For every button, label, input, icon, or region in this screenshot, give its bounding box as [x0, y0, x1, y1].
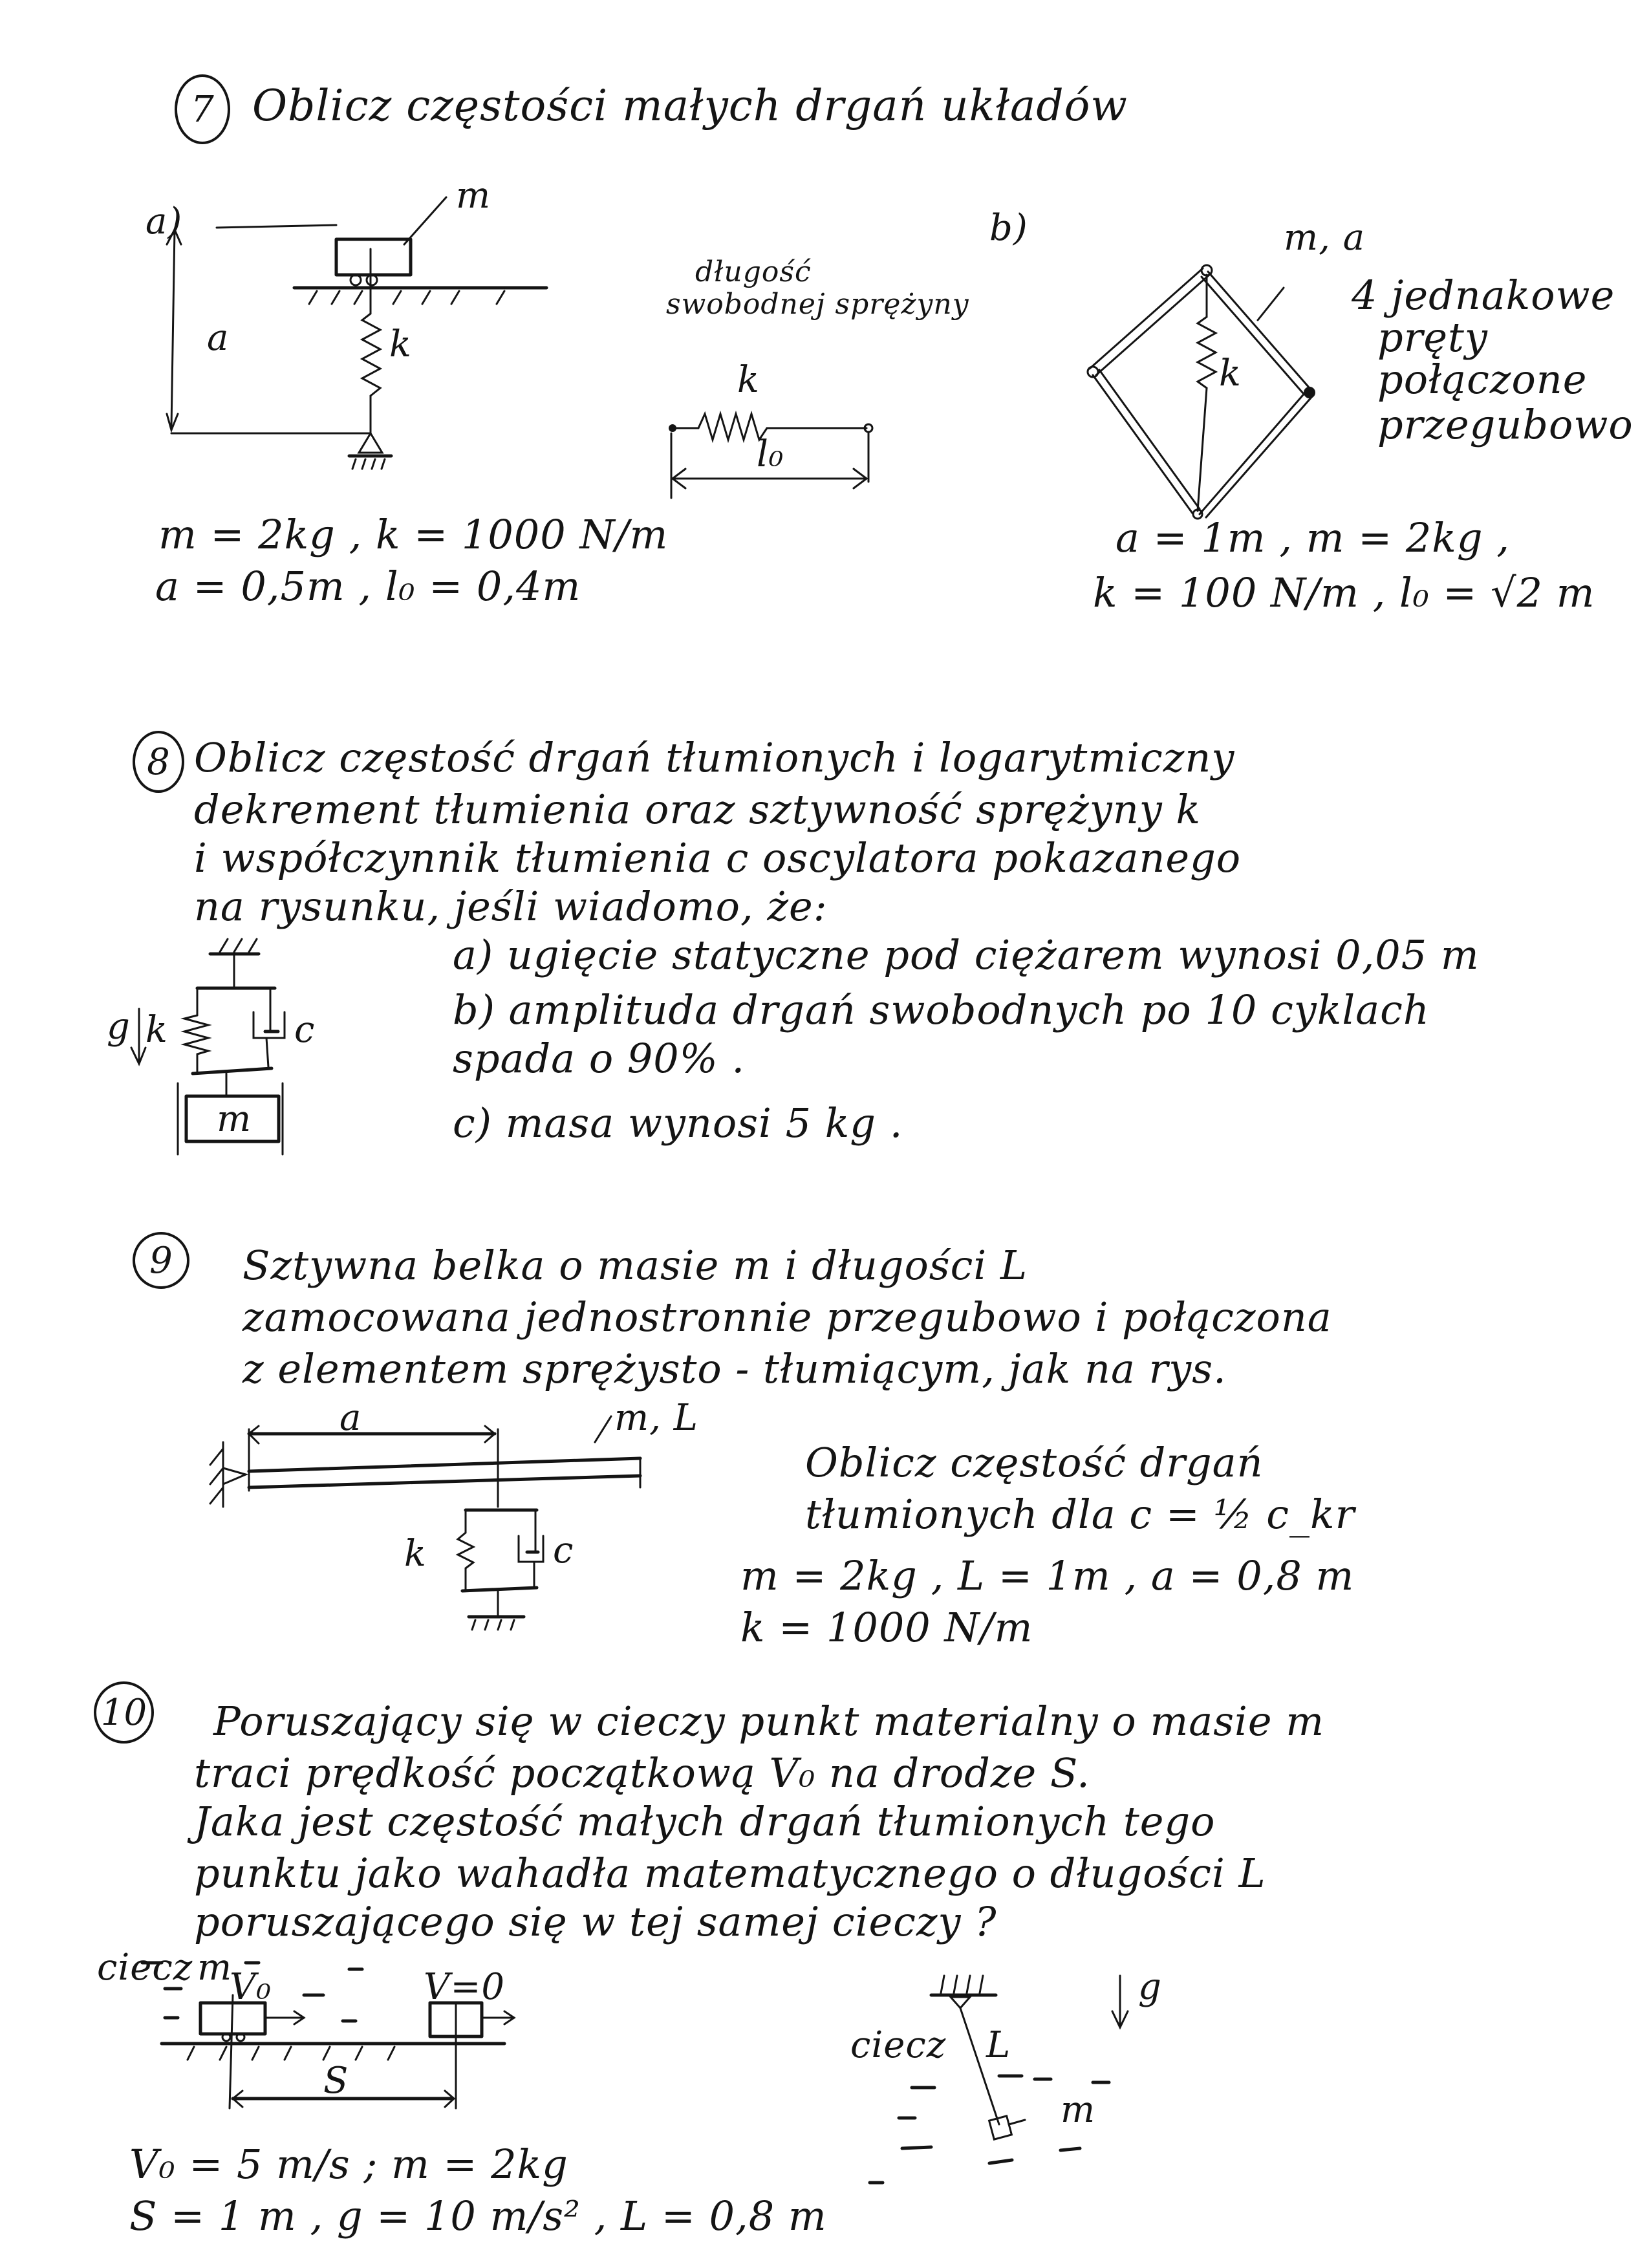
- problem-text-line-3: i współczynnik tłumienia c oscylatora pokazanego: [194, 834, 1242, 881]
- params-line-2: k = 1000 N/m: [740, 1604, 1033, 1651]
- problem-text-line-1: Poruszający się w cieczy punkt materialny o masie m: [213, 1698, 1325, 1745]
- problem-text-line-4: punktu jako wahadła matematycznego o długości L: [194, 1850, 1266, 1897]
- liquid-label-left: ciecz: [97, 1947, 193, 1989]
- condition-a: a) ugięcie statyczne pod ciężarem wynosi 0,05 m: [453, 931, 1480, 978]
- task-line-1: Oblicz częstość drgań: [805, 1439, 1264, 1486]
- problem-text-line-1: Sztywna belka o masie m i długości L: [242, 1242, 1028, 1289]
- params-line-2: S = 1 m , g = 10 m/s² , L = 0,8 m: [129, 2192, 827, 2240]
- free-spring-k: k: [737, 359, 760, 401]
- distance-label: S: [323, 2060, 349, 2102]
- diagram-10-pendulum: [870, 1976, 1128, 2183]
- rhombus-note-4: przegubowo: [1377, 401, 1633, 448]
- task-line-2: tłumionych dla c = ½ c_kr: [805, 1491, 1355, 1538]
- pendulum-mass-label: m: [1061, 2089, 1096, 2131]
- diagram-label-mass: m: [456, 175, 491, 217]
- problem-text-line-5: poruszającego się w tej samej cieczy ?: [194, 1898, 997, 1945]
- condition-b: b) amplituda drgań swobodnych po 10 cyklach: [453, 986, 1430, 1033]
- v0-label: V₀: [230, 1966, 272, 2008]
- gravity-label: g: [1138, 1966, 1162, 2008]
- diagram-9: [210, 1416, 640, 1630]
- rhombus-spring-k: k: [1219, 352, 1242, 394]
- mass-label: m: [217, 1098, 252, 1140]
- diagram-label-spring: k: [389, 323, 412, 365]
- problem-number: 9: [133, 1232, 189, 1289]
- problem-text-line-4: na rysunku, jeśli wiadomo, że:: [194, 883, 828, 930]
- free-spring-caption-2: swobodnej sprężyny: [666, 288, 969, 321]
- rhombus-note-3: połączone: [1377, 356, 1588, 403]
- gravity-label: g: [107, 1006, 131, 1048]
- problem-number: 7: [175, 74, 230, 144]
- diagram-label-distance: a: [207, 317, 230, 359]
- rhombus-note-2: pręty: [1377, 314, 1488, 361]
- distance-label: a: [339, 1397, 362, 1439]
- damper-label: c: [294, 1009, 316, 1051]
- free-spring-caption-1: długość: [695, 255, 812, 288]
- liquid-label-right: ciecz: [850, 2024, 947, 2066]
- problem-number: 8: [133, 731, 184, 793]
- problem-text-line-3: z elementem sprężysto - tłumiącym, jak na rys.: [242, 1345, 1227, 1392]
- problem-number: 10: [94, 1681, 154, 1744]
- length-label: L: [986, 2024, 1011, 2066]
- spring-label: k: [146, 1009, 168, 1051]
- part-label-b: b): [989, 207, 1028, 249]
- params-line-1: m = 2kg , k = 1000 N/m: [158, 511, 669, 558]
- problem-title: Oblicz częstości małych drgań układów: [252, 81, 1128, 131]
- params-b-line-2: k = 100 N/m , l₀ = √2 m: [1093, 569, 1595, 616]
- problem-text-line-2: zamocowana jednostronnie przegubowo i połączona: [242, 1293, 1332, 1341]
- rhombus-note-1: 4 jednakowe: [1352, 272, 1615, 319]
- free-spring-l0: l₀: [757, 433, 784, 475]
- damper-label: c: [553, 1529, 574, 1571]
- v-end-label: V=0: [424, 1966, 505, 2008]
- params-line-2: a = 0,5m , l₀ = 0,4m: [155, 563, 581, 610]
- spring-label: k: [404, 1533, 427, 1575]
- mass-label: m: [197, 1947, 233, 1989]
- problem-text-line-3: Jaka jest częstość małych drgań tłumionych tego: [194, 1798, 1216, 1845]
- problem-text-line-2: traci prędkość początkową V₀ na drodze S.: [194, 1749, 1090, 1797]
- condition-b-cont: spada o 90% .: [453, 1035, 746, 1082]
- diagram-7b-rhombus: [1088, 265, 1315, 519]
- part-label-a: a): [146, 200, 183, 243]
- params-b-line-1: a = 1m , m = 2kg ,: [1116, 514, 1510, 561]
- problem-text-line-2: dekrement tłumienia oraz sztywność sprężyny k: [194, 786, 1202, 833]
- params-line-1: m = 2kg , L = 1m , a = 0,8 m: [740, 1552, 1355, 1599]
- rhombus-label: m, a: [1284, 217, 1366, 259]
- params-line-1: V₀ = 5 m/s ; m = 2kg: [129, 2141, 568, 2188]
- beam-label: m, L: [614, 1397, 698, 1439]
- problem-text-line-1: Oblicz częstość drgań tłumionych i logarytmiczny: [194, 734, 1235, 781]
- condition-c: c) masa wynosi 5 kg .: [453, 1099, 903, 1147]
